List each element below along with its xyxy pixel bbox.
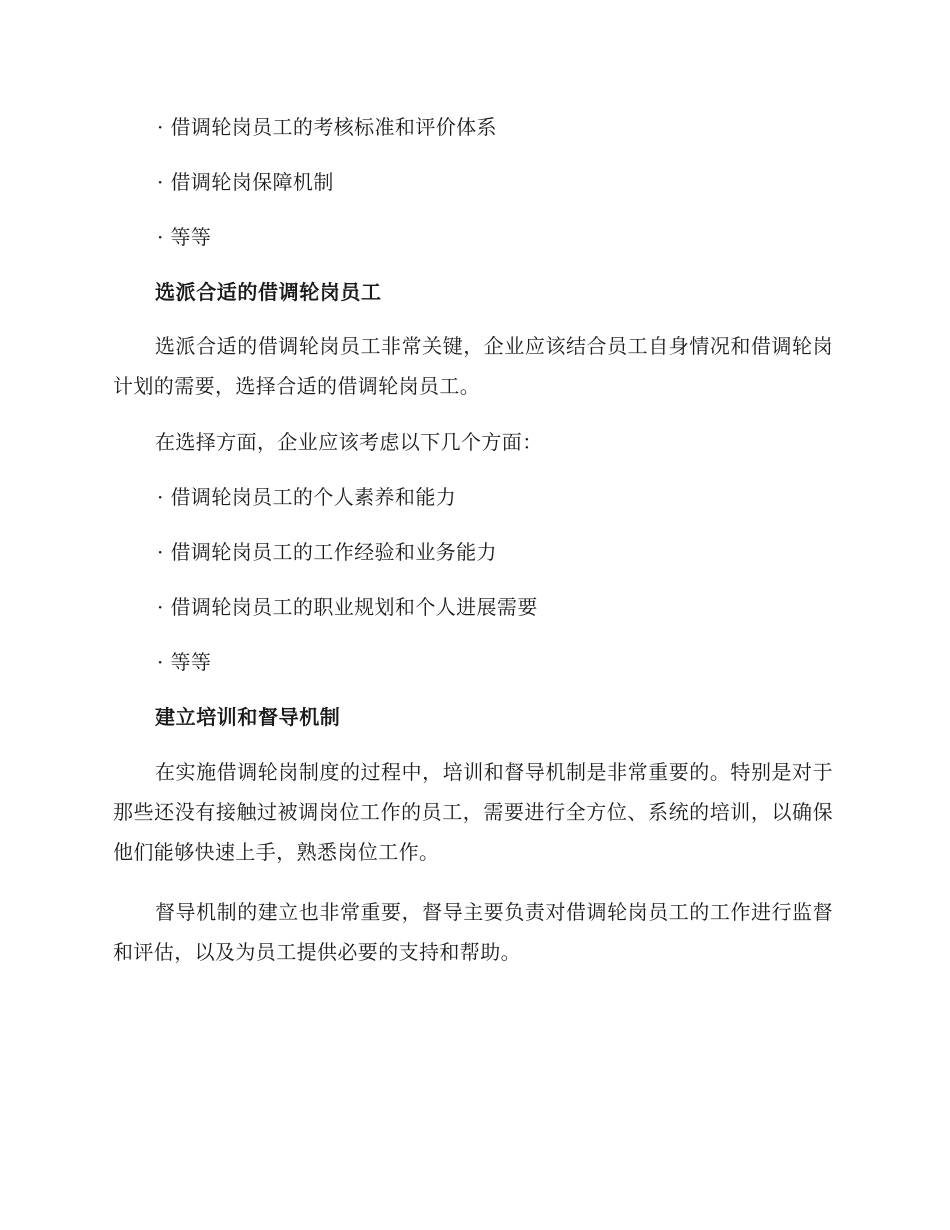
list-item: · 借调轮岗员工的考核标准和评价体系 — [157, 115, 497, 139]
list-item: · 借调轮岗员工的职业规划和个人进展需要 — [157, 595, 538, 619]
paragraph: 在选择方面，企业应该考虑以下几个方面： — [155, 430, 543, 454]
paragraph: 选派合适的借调轮岗员工非常关键，企业应该结合员工自身情况和借调轮岗计划的需要，选择合适的借调轮岗员工。 — [113, 334, 833, 398]
paragraph: 在实施借调轮岗制度的过程中，培训和督导机制是非常重要的。特别是对于那些还没有接触过被调岗位工作的员工，需要进行全方位、系统的培训，以确保他们能够快速上手，熟悉岗位工作。 — [113, 760, 833, 864]
list-item: · 等等 — [157, 225, 212, 249]
section-heading: 建立培训和督导机制 — [155, 705, 341, 729]
list-item: · 等等 — [157, 650, 212, 674]
list-item: · 借调轮岗员工的个人素养和能力 — [157, 485, 457, 509]
list-item: · 借调轮岗保障机制 — [157, 170, 334, 194]
paragraph: 督导机制的建立也非常重要，督导主要负责对借调轮岗员工的工作进行监督和评估，以及为员工提供必要的支持和帮助。 — [113, 900, 833, 964]
section-heading: 选派合适的借调轮岗员工 — [155, 280, 382, 304]
list-item: · 借调轮岗员工的工作经验和业务能力 — [157, 540, 497, 564]
